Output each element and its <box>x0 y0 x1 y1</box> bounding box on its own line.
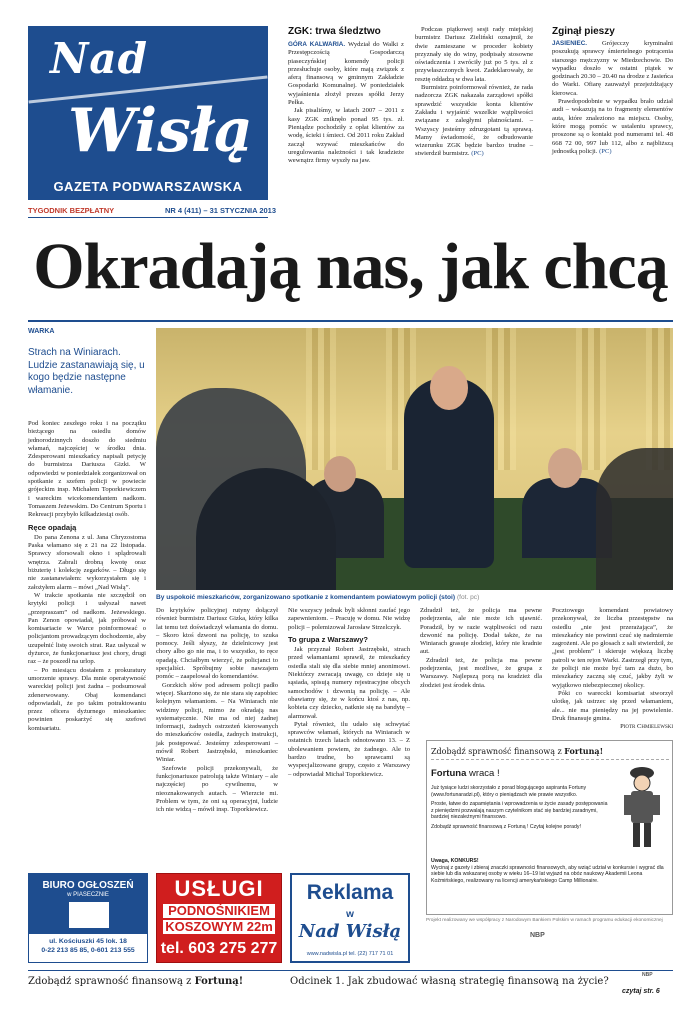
article-col3 <box>288 607 410 779</box>
article-p8: Jak przyznał Robert Jastrzębski, strach przed włamaniami sprawił, że mieszkańcy osiedla stali się dla siebie mniej anonimowi. Niektórzy zwracają uwagę, co dzieje się u sąsiada, spisują numery rejestracyjne obcych samochodów i dzwonią na policję. – Ale obawiamy się, że w końcu ktoś z nas, np. kobieta czy dziecko, natknie się na bandytę – alarmował. <box>288 646 410 720</box>
nbp-logo: NBP <box>530 932 545 939</box>
ad1-subtitle: w PIASECZNIE <box>67 892 109 898</box>
brief-zgk-place: GÓRA KALWARIA. <box>288 41 346 48</box>
footer-right: Odcinek 1. Jak zbudować własną strategię finansową na życie? <box>290 976 609 987</box>
brief-zgk-text2b: Burmistrz poinformował również, że rada nadzorcza ZGK nakazała zarządowi spółki sprawdzić wszystkie konta klientów Zakładu i wyjaśnić wszelkie wątpliwości związane z zaległymi płatnościami. – Wszyscy jesteśmy zdruzgotani tą sprawą. Mamy świadomość, że odbudowanie wizerunku ZGK będzie bardzo trudne – stwierdził burmistrz. <box>415 84 533 158</box>
fortuna-promo-box <box>426 740 673 915</box>
logo-wisla: Wisłą <box>68 96 253 166</box>
ad1-contact <box>29 934 147 962</box>
issue-number: NR 4 (411) – 31 STYCZNIA 2013 <box>165 206 277 215</box>
nbp-note: Projekt realizowany we współpracy z Narodowym Bankiem Polskim w ramach programu edukacji ekonomicznej <box>426 918 663 923</box>
fortuna-body-3: Zdobądź sprawność finansową z Fortuną ! Czytaj kolejne porady! <box>431 823 581 830</box>
fortuna-mascot-icon <box>622 763 662 853</box>
brief-zgk-col1 <box>288 41 404 165</box>
article-p11: Zdradził też, że policja ma pewne podejrzenia, jest możliwe, że grupa z Warszawy. Najlepszą porą na kradzież dla złodziei jest środek dnia. <box>420 656 542 689</box>
article-p4: Do krytyków policyjnej rutyny dołączył również burmistrz Dariusz Gizka, który kilka lat temu też doświadczył włamania do domu. – Skoro ktoś dzwoni na policję, to szuka pomocy. Jeśli słyszy, że dzielnicowy jest chory albo go nie ma, i to wszystko, to ręce opadają. Chciałbym wierzyć, że policjanci to specjaliści. Spróbujmy sobie nawzajem pomóc – zaapelował do komendantów. <box>156 607 278 681</box>
ad2-line2: PODNOŚNIKIEM <box>163 904 275 918</box>
article-subhead-1: Ręce opadają <box>28 522 77 532</box>
brief-pieszy-credit: (PC) <box>599 147 612 155</box>
ad2-line3: KOSZOWYM 22m <box>163 920 275 934</box>
footer-left-brand: Fortuną! <box>194 976 244 987</box>
ad2-line1: USŁUGI <box>174 876 264 901</box>
article-p5: Gorzkich słów pod adresem policji padło więcej. Skarżono się, że nie stara się zapobiec kolejnym włamaniom. – Na Winiarach nie widzimy policji, mimo że okradają nas systematycznie. Nie ma od niej żadnej informacji, żadnych ostrzeżeń kierowanych do mieszkańców osiedla, żadnych instrukcji, jak postępować. Jesteśmy zdesperowani – mówił Robert Jastrzębski, mieszkaniec Winiar. <box>156 681 278 764</box>
fortuna-contest <box>431 858 669 884</box>
ad-reklama <box>290 873 410 963</box>
ad3-brand: Nad Wisłą <box>298 921 402 942</box>
article-p2: W trakcie spotkania nie szczędził on krytyki policji i usłyszał nawet „przepraszam” od nadkom. Jeżewskiego. Pan Zenon opowiadał, jak próbował w komisariacie w Warce poinformować o policjantom prowadzącym dochodzenie, aby uzupełnić listę swoich strat. Raz usłyszał w dyżurce, że funkcjonariusz jest chory, drugi raz – że poszedł na urlop. <box>28 591 146 666</box>
article-photo <box>156 328 673 590</box>
weekly-label: TYGODNIK BEZPŁATNY <box>28 206 115 215</box>
photo-caption <box>156 594 673 601</box>
brief-pieszy-text1: Grójecczy kryminalni poszukują sprawcy śmiertelnego potrącenia starszego mężczyzny w Miedzechowie. Do wypadku doszło w ostatni piątek w godzinach 20.30 – 20.40 na drodze z Jasieńca do Warki. Ofiarę zauważył przejeżdżający kierowca. <box>552 40 673 97</box>
fortuna-box-title <box>431 746 603 756</box>
ad-uslugi <box>156 873 282 963</box>
article-p9: Pytał również, ilu udało się schwytać sprawców włamań, których na Winiarach w ostatnich trzech latach odnotowano 13. – Z ubolewaniem powiem, że żadnego. Ale to bardzo trudne, bo sprawcami są wyspecjalizowane grupy, często z Warszawy – odpowiadał Michał Toporkiewicz. <box>288 720 410 778</box>
brief-zgk-text1b: Jak pisaliśmy, w latach 2007 – 2011 z kasy ZGK zniknęło ponad 95 tys. zł. Pieniądze pochodziły z opłat klientów za wodę, ścieki i śmieci. Od 2011 roku Zakład zaczął wzywać mieszkańców do uregulowania należności i tak kradzieże wewnątrz firmy wyszły na jaw. <box>288 107 404 165</box>
photo-caption-text: By uspokoić mieszkańców, zorganizowano spotkanie z komendantem powiatowym policji (stoi) <box>156 594 456 601</box>
fortuna-body <box>431 785 611 831</box>
ad1-address: ul. Kościuszki 45 lok. 18 <box>49 938 127 945</box>
photo-credit: (fot. pc) <box>456 594 480 601</box>
footer-left <box>28 976 243 987</box>
brief-zgk-title: ZGK: trwa śledztwo <box>288 26 381 37</box>
footer-nbp: NBP <box>642 972 653 978</box>
logo-nad: Nad <box>50 34 148 83</box>
brief-pieszy-text2: Prawdopodobnie w wypadku brało udział audi – wskazują na to fragmenty elementów auta, które znaleziono na miejscu. Osoby, które mogą pomóc w ustaleniu sprawcy, proszone są o kontakt pod numerami tel. 48 668 72 00, 997 lub 112, albo z najbliższą jednostką policji. <box>552 98 673 155</box>
article-p12: Pocztowego komendant powiatowy przekonywał, że liczba przestępstw na osiedlu „nie jest przerażająca”, że mieszkańcy nie powinni czuć się nadmiernie zagrożeni. Ale po głosach z sali stwierdził, że „jest problem” i skieruje większą liczbę patroli w ten rejon Warki. Zastrzegł przy tym, że policji nie może być tam za dużo, bo mieszkańcy zaczną się czuć, jakby żyli w wyjątkowo niebezpiecznej okolicy. <box>552 607 673 689</box>
fortuna-body-1: Już tysiące ludzi skorzystało z porad blogującego aspiranta Fortuny (www.fortunaradzi.pl), który o pieniądzach wie prawie wszystko. <box>431 785 587 798</box>
footer-continue: czytaj str. 6 <box>622 988 660 995</box>
brief-zgk-col2 <box>415 26 533 159</box>
article-p7: Nie wszyscy jednak byli skłonni zaufać jego zapewnieniom. – Pracuję w domu. Nie widzę policji – polemizował Jarosław Strzelczyk. <box>288 607 410 631</box>
fortuna-headline <box>431 768 500 779</box>
ad1-title: BIURO OGŁOSZEŃ <box>42 880 134 891</box>
article-p6: Szefowie policji przekonywali, że funkcjonariusze patrolują także Winiary – ale najczęściej po cywilnemu, w nieoznakowanych autach. – Wierzcie mi. Problem w tym, że oni są operacyjni, ludzie ich nie widzą – mówił insp. Toporkiewicz. <box>156 764 278 814</box>
fortuna-box-title-text: Zdobądź sprawność finansową z <box>431 747 565 756</box>
masthead-logo <box>28 26 268 200</box>
article-intro: Pod koniec zeszłego roku i na początku bieżącego na osiedlu domów jednorodzinnych doszło do siedmiu włamań, najczęściej w środku dnia. Zdesperowani mieszkańcy napisali petycję do burmistrza Dariusza Gizki. W odpowiedzi w poniedziałek zorganizował on spotkanie z szefem policji w powiecie grójeckim insp. Michałem Toporkiewiczem i wareckim wicekomendantem nadkom. Tomaszem Jeżewskim. Do Centrum Sportu i Rekreacji przybyło kilkadziesiąt osób. <box>28 420 146 519</box>
brief-zgk-text1: Wydział do Walki z Przestępczością Gospodarczą piaseczyńskiej komendy policji przesłuchuje osoby, które mają związek z aferą finansową w gminnym Zakładzie Gospodarki Komunalnej. W poniedziałek wyjaśnienia złożył prezes spółki Jerzy Pełka. <box>288 41 404 107</box>
brief-zgk-credit: (PC) <box>471 150 484 158</box>
article-p1: Do pana Zenona z ul. Jana Chryzostoma Paska włamano się z 21 na 22 listopada. Sprawcy sforsowali okno i splądrowali wnętrza. Zabrali drobną kwotę oraz biżuterię i kolekcję zegarków. – Długo się nie zastanawiałem: wykorzystałem się i założyłem alarm – mówi „Nad Wisłą”. <box>28 533 146 591</box>
article-col5 <box>552 607 673 731</box>
logo-subtitle: GAZETA PODWARSZAWSKA <box>53 179 243 194</box>
footer-rule <box>28 970 673 971</box>
ad-biuro-ogloszen <box>28 873 148 963</box>
article-lead: Strach na Winiarach. Ludzie zastanawiają się, u kogo będzie następne włamanie. <box>28 347 145 396</box>
ad3-title: Reklama <box>306 881 394 904</box>
ad1-logo-icon <box>69 902 109 928</box>
fortuna-headline-brand: Fortuna <box>431 768 467 779</box>
article-col1 <box>28 420 146 733</box>
section-label: WARKA <box>28 328 55 335</box>
article-p13: Póki co wareccki komisariat stworzył ulotkę, jak ustrzec się przed włamaniem, ale... nie ma pieniędzy na jej powielenie. Druk finansuje gmina. <box>552 689 673 722</box>
fortuna-contest-text: Wycinaj z gazety i zbieraj znaczki sprawności finansowych, aby wziąć udział w konkursie i wygrać dla siebie lub dla wskazanej osoby w wieku 16–19 lat wyjazd na obóz naukowy Akademii Leona Koźmińskiego, realizowany na licencji amerykańskiego Camp Millionaire. <box>431 864 664 884</box>
ad3-w: w <box>346 909 354 920</box>
article-col4 <box>420 607 542 735</box>
article-author: Piotr Chmielewski <box>620 723 673 731</box>
article-col2 <box>156 607 278 814</box>
ad1-phone: 0-22 213 85 85, 0-601 213 555 <box>41 947 135 954</box>
article-p10: Zdradził też, że policja ma pewne podejrzenia, ale nie może ich ujawnić. Poradził, by w razie wątpliwości od razu dzwonić na policję. Dodał także, że na Winiarach grasuje złodziej, który nie kradnie aut. <box>420 607 542 656</box>
brief-pieszy-title: Zginął pieszy <box>552 26 615 37</box>
brief-pieszy-place: JASIENIEC. <box>552 40 587 47</box>
fortuna-headline-rest: wraca ! <box>466 768 500 779</box>
article-p3: – Po miesiącu dostałem z prokuratury umorzenie sprawy. Dla mnie operatywność wareckiej policji jest żadna – podsumował zdenerwowany. Obaj komendanci odpowiadali, że po takim potraktowaniu przez oficera dyżurnego mieszkaniec powinien poskarżyć się szefowi komisariatu. <box>28 666 146 732</box>
brief-zgk-text2: Podczas piątkowej sesji rady miejskiej burmistrz Dariusz Zieliński oznajmił, że dwie zamieszane w proceder kobiety przyznały się do winy, podpisały stosowne oświadczenia i zwróciły już po 5 tys. zł z przywłaszczonych kwot. Zadeklarowały, że resztę oddadzą w dwa lata. <box>415 26 533 83</box>
ad2-phone: tel. 603 275 277 <box>160 940 278 957</box>
article-subhead-2: To grupa z Warszawy? <box>288 634 369 644</box>
ad3-contact: www.nadwisla.pl tel. (22) 717 71 01 <box>306 951 394 957</box>
headline-rule <box>28 320 673 322</box>
page-headline: Okradają nas, jak chcą <box>33 230 668 303</box>
fortuna-box-title-brand: Fortuną! <box>564 746 604 756</box>
masthead-rule <box>28 217 268 218</box>
brief-pieszy <box>552 26 673 156</box>
footer-left-text: Zdobądź sprawność finansową z <box>28 976 195 987</box>
fortuna-body-2: Proste, łatwe do zapamiętania i wprowadzenia w życie zasady postępowania z pieniędzmi pozwalają naszym czytelnikom stać się bardziej zaradnymi, bardziej niezależnymi finansowo. <box>431 801 608 821</box>
fortuna-contest-title: Uwaga, KONKURS! <box>431 858 479 864</box>
